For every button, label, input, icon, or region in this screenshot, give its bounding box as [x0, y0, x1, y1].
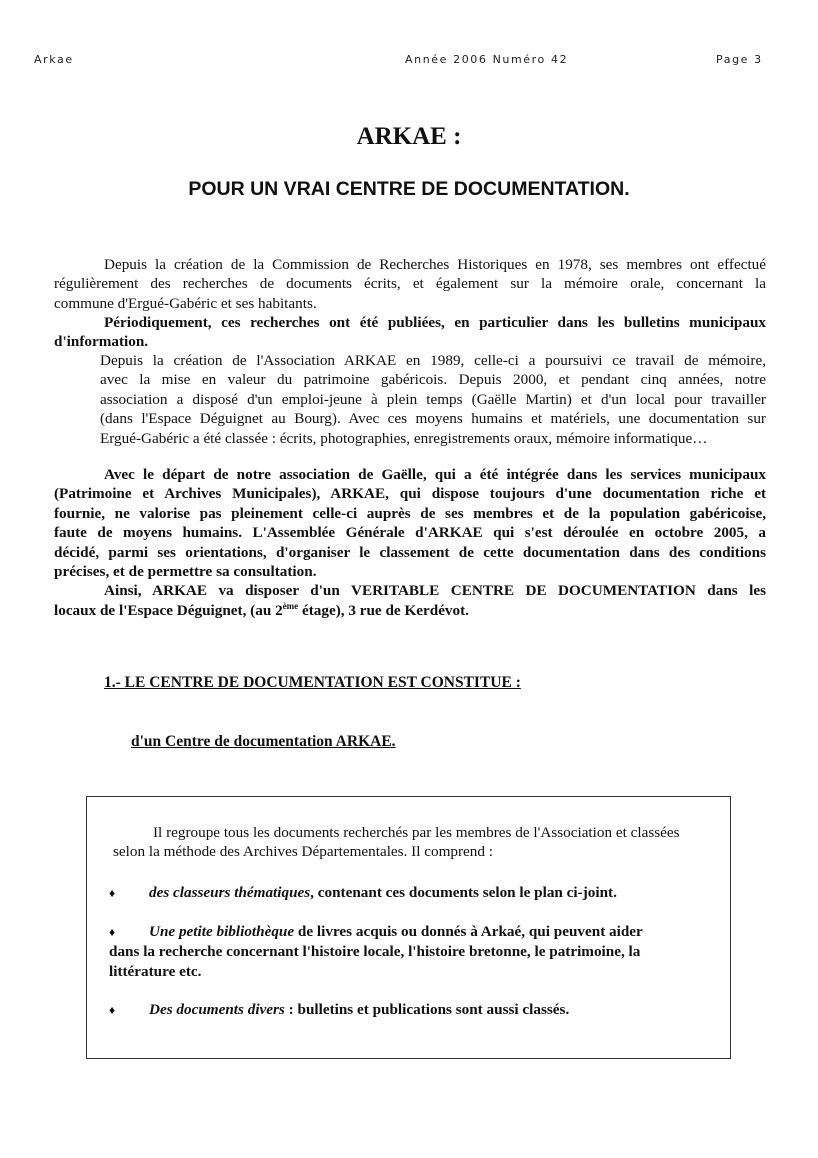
box-intro-line-2: selon la méthode des Archives Départementales. Il comprend : [113, 843, 493, 860]
text-line: avec la mise en valeur du patrimoine gabéricois. Depuis 2000, et pendant cinq années, notre [100, 371, 766, 389]
text-line: Ainsi, ARKAE va disposer d'un VERITABLE CENTRE DE DOCUMENTATION dans les [104, 582, 766, 600]
item-text: de livres acquis ou donnés à Arkaé, qui peuvent aider [294, 923, 643, 940]
header-issue: Année 2006 Numéro 42 [405, 53, 569, 66]
intro-paragraph-2 [54, 313, 766, 352]
text-line: Depuis la création de l'Association ARKAE en 1989, celle-ci a poursuivi ce travail de mémoire, [100, 352, 766, 369]
section-subheading: d'un Centre de documentation ARKAE. [131, 733, 396, 750]
text-line: association a disposé d'un emploi-jeune à plein temps (Gaëlle Martin) et d'un local pour travailler [100, 390, 766, 408]
diamond-bullet-icon: ♦ [109, 1003, 116, 1017]
header-publication-name: Arkae [34, 53, 74, 66]
text-line: d'information. [54, 333, 149, 351]
header-page-number: Page 3 [716, 53, 763, 66]
diamond-bullet-icon: ♦ [109, 925, 116, 939]
item-text: , contenant ces documents selon le plan ci-joint. [310, 884, 617, 901]
intro-paragraph-3 [100, 351, 766, 448]
list-item [109, 883, 617, 903]
item-text-line-3: littérature etc. [109, 962, 202, 980]
section-heading: 1.- LE CENTRE DE DOCUMENTATION EST CONSTITUE : [104, 674, 521, 691]
superscript-ordinal: ème [282, 600, 299, 611]
documentation-box [86, 796, 731, 1059]
text-line: régulièrement des recherches de documents écrits, et également sur la mémoire orale, concernant la [54, 275, 766, 293]
box-intro-line-1: Il regroupe tous les documents recherchés par les membres de l'Association et classées [153, 824, 680, 841]
list-item [109, 1000, 569, 1020]
text-line: faute de moyens humains. L'Assemblée Générale d'ARKAE qui s'est déroulée en octobre 2005, a [54, 524, 766, 542]
page-subtitle: POUR UN VRAI CENTRE DE DOCUMENTATION. [188, 178, 630, 200]
item-text: : bulletins et publications sont aussi classés. [284, 1001, 570, 1018]
text-line: (Patrimoine et Archives Municipales), ARKAE, qui dispose toujours d'une documentation riche et [54, 485, 766, 503]
item-title: des classeurs thématiques [149, 884, 311, 901]
intro-paragraph-4 [54, 465, 766, 620]
text-line: commune d'Ergué-Gabéric et ses habitants. [54, 294, 317, 312]
list-item [109, 922, 709, 981]
text-line: décidé, parmi ses orientations, d'organiser le classement de cette documentation dans des conditions [54, 543, 766, 561]
address-text: locaux de l'Espace Déguignet, (au 2 [54, 601, 283, 619]
intro-paragraph-1 [54, 255, 766, 313]
text-line: Avec le départ de notre association de Gaëlle, qui a été intégrée dans les services municipaux [104, 466, 766, 483]
item-text-line-2: dans la recherche concernant l'histoire locale, l'histoire bretonne, le patrimoine, la [109, 943, 641, 961]
address-text-end: étage), 3 rue de Kerdévot. [298, 601, 469, 619]
text-line: Périodiquement, ces recherches ont été publiées, en particulier dans les bulletins municipaux [104, 314, 766, 331]
text-line: fournie, ne valorise pas pleinement celle-ci auprès de ses membres et de la population gabéricoise, [54, 504, 766, 522]
item-title: Une petite bibliothèque [149, 923, 295, 940]
text-line: (dans l'Espace Déguignet au Bourg). Avec ces moyens humains et matériels, une documentation sur [100, 410, 766, 428]
text-line: Ergué-Gabéric a été classée : écrits, photographies, enregistrements oraux, mémoire informatique… [100, 429, 708, 447]
diamond-bullet-icon: ♦ [109, 886, 116, 900]
text-line: Depuis la création de la Commission de Recherches Historiques en 1978, ses membres ont effectué [104, 256, 766, 273]
item-title: Des documents divers [149, 1001, 285, 1018]
page-title: ARKAE : [356, 123, 462, 150]
text-line: précises, et de permettre sa consultation. [54, 563, 317, 581]
text-line-address [54, 601, 766, 620]
